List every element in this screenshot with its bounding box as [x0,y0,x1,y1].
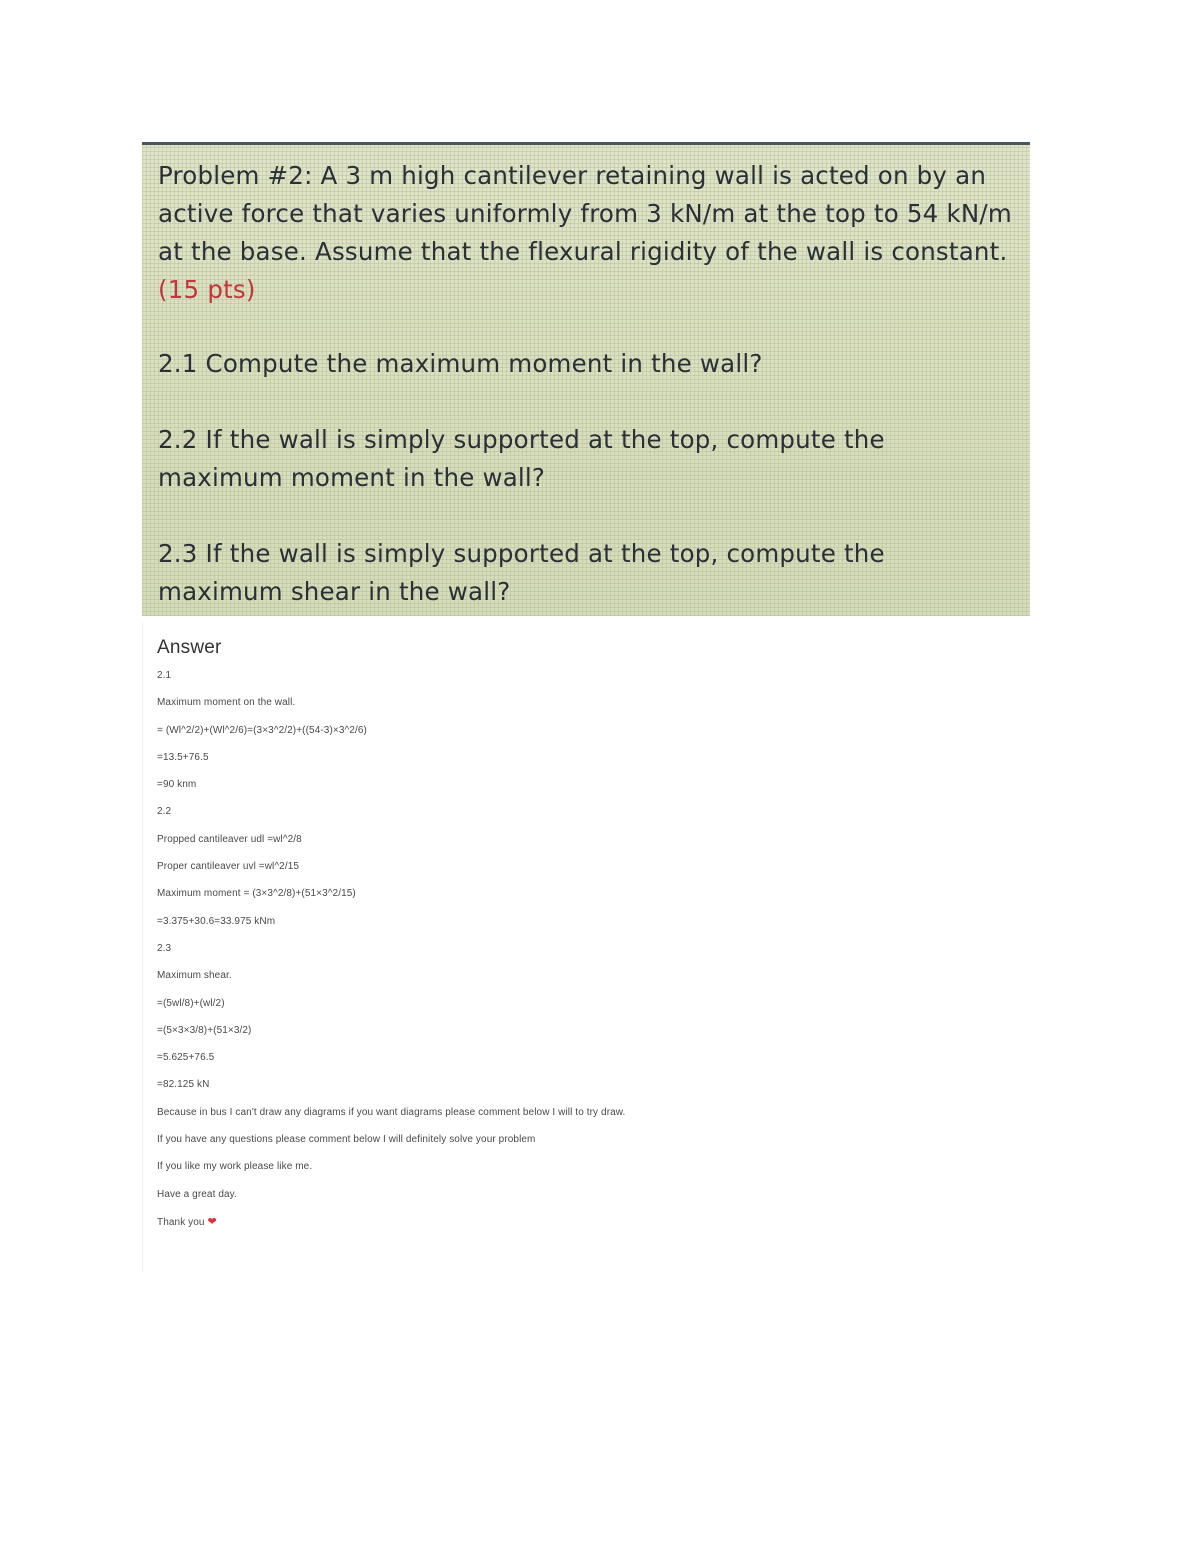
answer-heading: Answer [157,637,222,658]
answer-line: Maximum moment on the wall. [157,697,296,709]
answer-line: =90 knm [157,779,197,791]
answer-line: = (Wl^2/2)+(Wl^2/6)=(3×3^2/2)+((54-3)×3^2/6) [157,724,367,736]
answer-line: 2.3 [157,942,172,954]
answer-section [142,622,1030,1272]
answer-line: Have a great day. [157,1188,237,1200]
answer-line: =13.5+76.5 [157,751,209,763]
answer-line: =82.125 kN [157,1079,210,1091]
thank-you-text: Thank you [157,1216,205,1228]
question-2-2: 2.2 If the wall is simply supported at the top, compute the maximum moment in the wall? [158,425,885,492]
answer-line: Maximum shear. [157,970,232,982]
answer-lines [157,669,1030,1242]
problem-statement [158,157,1012,309]
answer-line: If you like my work please like me. [157,1161,313,1173]
heart-icon: ❤ [207,1215,217,1228]
answer-line: Propped cantileaver udl =wl^2/8 [157,833,302,845]
answer-line: If you have any questions please comment below I will definitely solve your problem [157,1134,536,1146]
answer-line: =(5×3×3/8)+(51×3/2) [157,1024,252,1036]
thank-you-line [157,1215,1030,1242]
answer-line: Proper cantileaver uvl =wl^2/15 [157,861,300,873]
answer-line: =(5wl/8)+(wl/2) [157,997,225,1009]
question-2-1: 2.1 Compute the maximum moment in the wall? [158,349,763,378]
answer-line: 2.1 [157,670,172,681]
answer-line: Because in bus I can't draw any diagrams if you want diagrams please comment below I will to try draw. [157,1106,626,1118]
problem-image [142,142,1030,616]
question-2-3: 2.3 If the wall is simply supported at the top, compute the maximum shear in the wall? [158,539,885,606]
answer-line: =5.625+76.5 [157,1052,215,1064]
answer-line: =3.375+30.6=33.975 kNm [157,915,276,927]
problem-statement-text: Problem #2: A 3 m high cantilever retaining wall is acted on by an active force that varies uniformly from 3 kN/m at the top to 54 kN/m at the base. Assume that the flexural rigidity of the wall is constant. [158,161,1012,266]
answer-line: 2.2 [157,806,172,818]
points-label: (15 pts) [158,275,256,304]
answer-line: Maximum moment = (3×3^2/8)+(51×3^2/15) [157,888,356,900]
